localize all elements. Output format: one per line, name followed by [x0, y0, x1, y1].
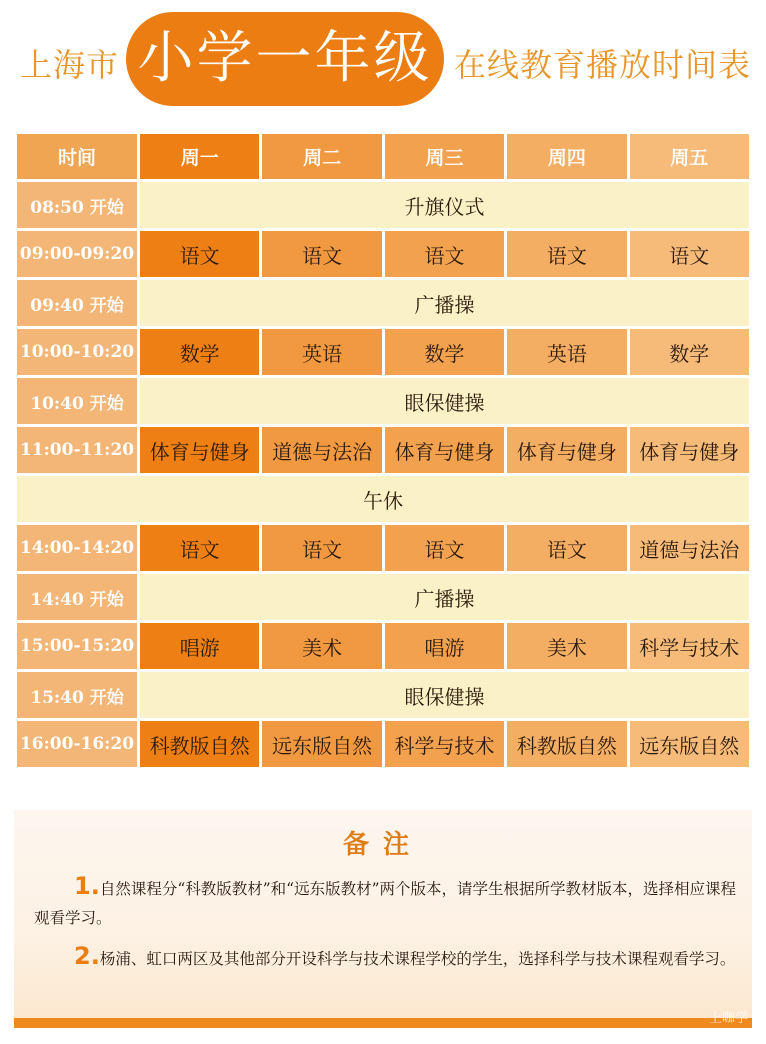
- note-text: 杨浦、虹口两区及其他部分开设科学与技术课程学校的学生，选择科学与技术课程观看学习。: [99, 950, 736, 968]
- class-cell: 远东版自然: [630, 721, 749, 767]
- notes-bottom-bar: [14, 1018, 752, 1028]
- table-row: [17, 329, 749, 375]
- class-cell: 语文: [630, 231, 749, 277]
- time-cell: 15:00-15:20: [17, 623, 137, 669]
- activity-cell: 眼保健操: [140, 378, 749, 424]
- class-cell: 科学与技术: [385, 721, 504, 767]
- class-cell: 语文: [140, 525, 259, 571]
- note-number: 1.: [74, 872, 100, 900]
- class-cell: 科学与技术: [630, 623, 749, 669]
- table-row: [17, 525, 749, 571]
- time-cell: 14:40 开始: [17, 574, 137, 620]
- activity-cell: 眼保健操: [140, 672, 749, 718]
- class-cell: 远东版自然: [262, 721, 381, 767]
- note-item: [34, 872, 738, 933]
- note-item: [34, 942, 738, 974]
- class-cell: 道德与法治: [630, 525, 749, 571]
- class-cell: 体育与健身: [507, 427, 626, 473]
- class-cell: 数学: [140, 329, 259, 375]
- table-row: [17, 280, 749, 326]
- table-row: [17, 721, 749, 767]
- class-cell: 语文: [507, 525, 626, 571]
- table-row: [17, 378, 749, 424]
- note-text: 自然课程分“科教版教材”和“远东版教材”两个版本，请学生根据所学教材版本，选择相应课程观看学习。: [34, 880, 737, 927]
- class-cell: 美术: [507, 623, 626, 669]
- page-header: [0, 0, 766, 118]
- table-row: [17, 182, 749, 228]
- activity-cell: 广播操: [140, 280, 749, 326]
- class-cell: 数学: [630, 329, 749, 375]
- activity-cell: 升旗仪式: [140, 182, 749, 228]
- table-row: [17, 476, 749, 522]
- day-header: 周五: [630, 134, 749, 179]
- day-header: 周二: [262, 134, 381, 179]
- time-cell: 14:00-14:20: [17, 525, 137, 571]
- time-cell: 10:40 开始: [17, 378, 137, 424]
- class-cell: 数学: [385, 329, 504, 375]
- table-row: [17, 672, 749, 718]
- time-cell: 10:00-10:20: [17, 329, 137, 375]
- class-cell: 体育与健身: [140, 427, 259, 473]
- table-row: [17, 231, 749, 277]
- watermark: 上咖学: [708, 1011, 748, 1026]
- class-cell: 美术: [262, 623, 381, 669]
- class-cell: 道德与法治: [262, 427, 381, 473]
- schedule-table: [14, 131, 752, 770]
- lunch-break-cell: 午休: [17, 476, 749, 522]
- header-grade-badge: 小学一年级: [126, 12, 444, 106]
- class-cell: 唱游: [385, 623, 504, 669]
- table-row: [17, 574, 749, 620]
- class-cell: 语文: [140, 231, 259, 277]
- class-cell: 语文: [507, 231, 626, 277]
- class-cell: 语文: [262, 231, 381, 277]
- notes-section: [14, 810, 752, 1028]
- note-number: 2.: [74, 942, 100, 970]
- time-cell: 11:00-11:20: [17, 427, 137, 473]
- time-cell: 08:50 开始: [17, 182, 137, 228]
- time-cell: 15:40 开始: [17, 672, 137, 718]
- class-cell: 体育与健身: [630, 427, 749, 473]
- day-header: 周四: [507, 134, 626, 179]
- class-cell: 科教版自然: [507, 721, 626, 767]
- class-cell: 英语: [262, 329, 381, 375]
- day-header: 周三: [385, 134, 504, 179]
- time-cell: 09:00-09:20: [17, 231, 137, 277]
- class-cell: 英语: [507, 329, 626, 375]
- class-cell: 语文: [385, 525, 504, 571]
- time-cell: 16:00-16:20: [17, 721, 137, 767]
- activity-cell: 广播操: [140, 574, 749, 620]
- header-row: [17, 134, 749, 179]
- class-cell: 语文: [262, 525, 381, 571]
- table-row: [17, 623, 749, 669]
- time-cell: 09:40 开始: [17, 280, 137, 326]
- header-subtitle: 在线教育播放时间表: [454, 46, 752, 84]
- class-cell: 体育与健身: [385, 427, 504, 473]
- class-cell: 语文: [385, 231, 504, 277]
- table-row: [17, 427, 749, 473]
- header-city: 上海市: [20, 46, 120, 84]
- notes-title: 备注: [342, 830, 423, 860]
- time-column-header: 时间: [17, 134, 137, 179]
- class-cell: 唱游: [140, 623, 259, 669]
- class-cell: 科教版自然: [140, 721, 259, 767]
- day-header: 周一: [140, 134, 259, 179]
